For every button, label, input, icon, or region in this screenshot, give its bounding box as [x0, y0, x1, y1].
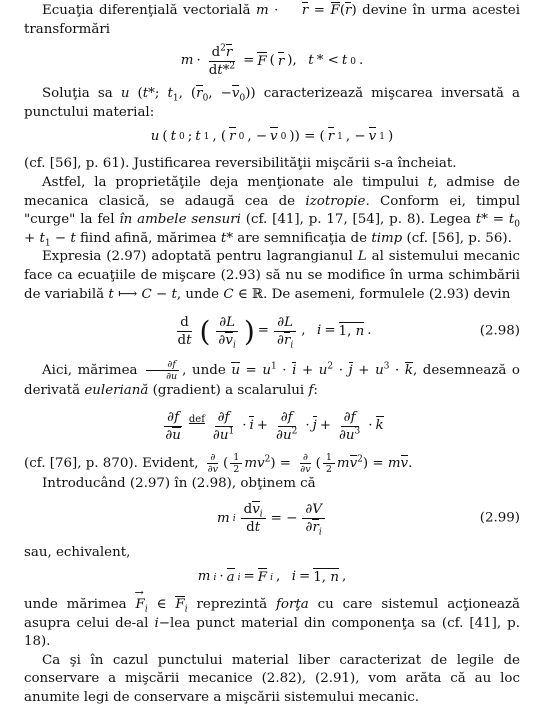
equation-3: $\frac{d}{dt}$ ( $\frac{\partial L}{\partial v_i}$ ) = $\frac{\partial L}{\partial r_i}$ , i = 1, n . (2.98) — [177, 314, 520, 351]
paragraph-6: Aici, mărimea $\frac{\partial f}{\partial u}$ , unde $u = u^1 \cdot i + u^2 \cdot j + u^3 \cdot k$, desemnează o derivată euleriană (gradient) a scalarului f: — [24, 359, 520, 399]
paragraph-7: (cf. [76], p. 870). Evident, $\frac{\partial}{\partial v}$ ( $\frac{1}{2}$ $mv^2$) = $\frac{\partial}{\partial v}$ ( $\frac{1}{2}$ $mv^2$) = mv. — [24, 451, 413, 475]
paragraph-5: Expresia (2.97) adoptată pentru lagrangianul L al sistemului mecanic face ca ecuaţiile de mişcare (2.93) să nu se modifice în urma schimbării de variabilă t ⟼ C − t, unde C ∈ ℝ. De asemeni, formulele (2.93) devin — [24, 249, 520, 302]
paragraph-2: Soluţia sa u (t*; $t_1$, ($r_0$, $-v_0$)) caracterizează mişcarea inversată a punctului material: — [24, 86, 520, 120]
equation-1: m · $\frac{d^2r}{dt*^2}$ = F ( r ), t * < t 0 . — [180, 43, 364, 79]
paragraph-4: Astfel, la proprietăţile deja menţionate ale timpului t, admise de mecanica clasică, se adaugă cea de izotropie. Conform ei, timpul "curge" la fel în ambele sensuri (cf. [41], p. 17, [54], p. 8). Legea $t* = t_0 + t_1 - t$ fiind afină, mărimea t* are semnificaţia de timp (cf. [56], p. 56). — [24, 174, 521, 249]
equation-2: u ( t 0 ; t 1 , ( r 0 , − v 0 )) = ( r 1 , − v 1 ) — [24, 127, 520, 149]
equation-number-2-99: (2.99) — [479, 510, 520, 526]
equation-6: m i · a i = F i , i = 1, n , — [24, 568, 520, 590]
equation-5: m i $\frac{dv_i}{dt}$ = − $\frac{\partial V}{\partial r_i}$ (2.99) — [217, 502, 520, 538]
paragraph-10: unde mărimea → $F_i$ ∈ $F_i$ reprezintă forţa cu care sistemul acţionează asupra celui de-al i−lea punct material din componenţa sa (cf. [41], p. 18). — [24, 596, 520, 652]
equation-number-2-98: (2.98) — [479, 323, 520, 339]
paragraph-9: sau, echivalent, — [24, 545, 131, 561]
paragraph-1: Ecuaţia diferenţială vectorială m · ¨ r = F(r) devine în urma acestei transformări — [24, 2, 520, 39]
paragraph-8: Introducând (2.97) în (2.98), obţinem că — [42, 475, 316, 491]
paragraph-3: (cf. [56], p. 61). Justificarea reversibilităţii mişcării s-a încheiat. — [24, 156, 457, 172]
paragraph-11: Ca şi în cazul punctului material liber caracterizat de legile de conservare a mişcării mecanice (2.82), (2.91), vom arăta că au loc anumite legi de conservare a mişcării sistemului mecanic. — [24, 652, 520, 705]
equation-4: $\frac{\partial f}{\partial u}$ def $\frac{\partial f}{\partial u^1}$ · i + $\frac{\partial f}{\partial u^2}$ · j + $\frac{\partial f}{\partial u^3}$ · k — [165, 409, 384, 443]
document-page — [24, 2, 520, 707]
